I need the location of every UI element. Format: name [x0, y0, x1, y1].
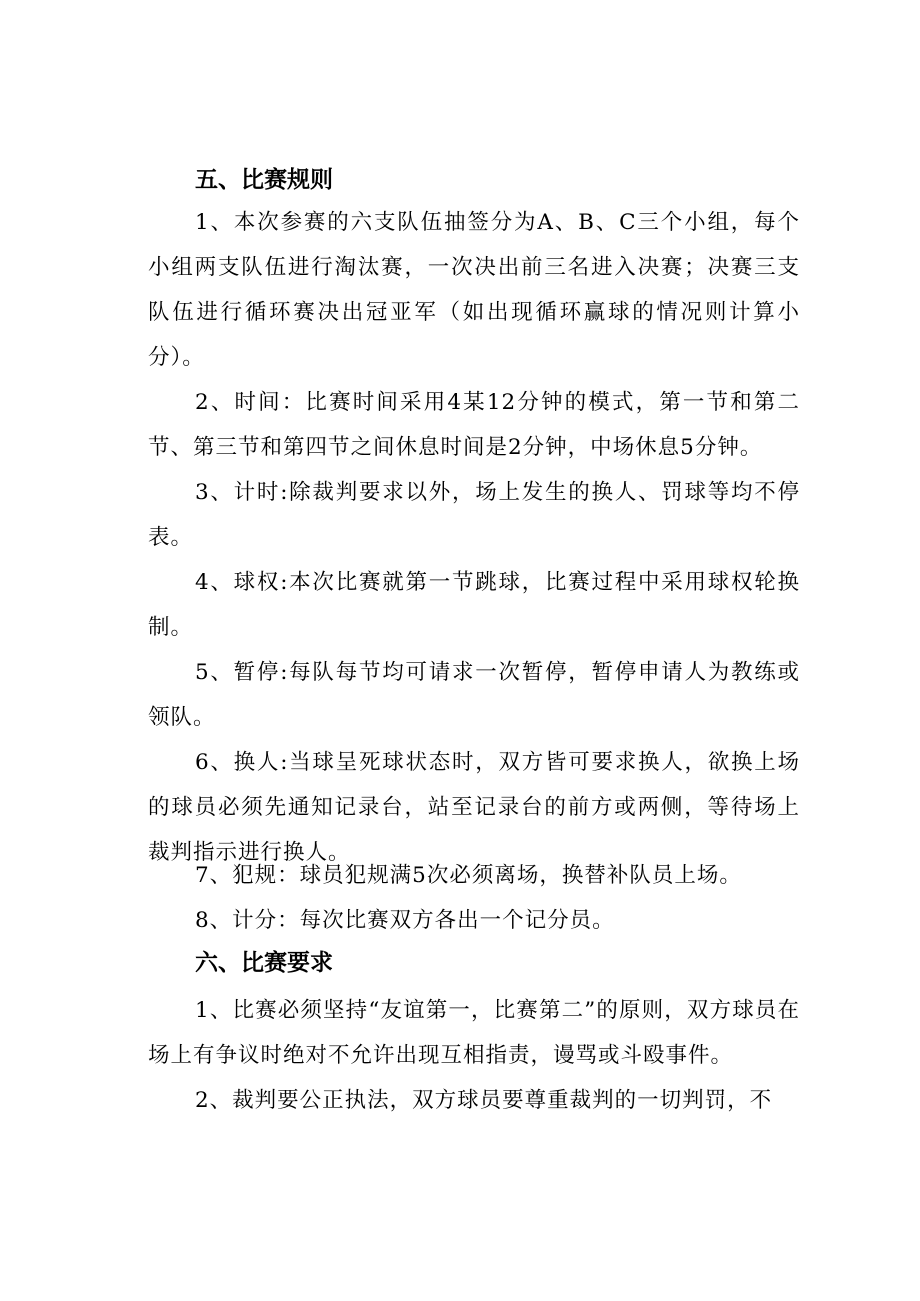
- requirement-paragraph-2: 2、裁判要公正执法，双方球员要尊重裁判的一切判罚，不: [195, 1088, 773, 1113]
- rule-paragraph-6: 6、换人:当球呈死球状态时，双方皆可要求换人，欲换上场的球员必须先通知记录台，站至记录台的前方或两侧，等待场上裁判指示进行换人。: [148, 750, 800, 865]
- rule-paragraph-4: 4、球权:本次比赛就第一节跳球，比赛过程中采用球权轮换制。: [148, 570, 800, 640]
- rule-paragraph-7: 7、犯规：球员犯规满5次必须离场，换替补队员上场。: [195, 863, 742, 888]
- section-heading-rules: 五、比赛规则: [195, 167, 333, 193]
- rule-paragraph-2: 2、时间：比赛时间采用4某12分钟的模式，第一节和第二节、第三节和第四节之间休息时间是2分钟，中场休息5分钟。: [148, 390, 800, 460]
- rule-paragraph-8: 8、计分：每次比赛双方各出一个记分员。: [195, 908, 615, 933]
- rule-paragraph-3: 3、计时:除裁判要求以外，场上发生的换人、罚球等均不停表。: [148, 480, 800, 550]
- rule-paragraph-5: 5、暂停:每队每节均可请求一次暂停，暂停申请人为教练或领队。: [148, 660, 800, 730]
- rule-paragraph-1: 1、本次参赛的六支队伍抽签分为A、B、C三个小组，每个小组两支队伍进行淘汰赛，一次决出前三名进入决赛；决赛三支队伍进行循环赛决出冠亚军（如出现循环赢球的情况则计算小分）。: [148, 210, 800, 370]
- section-heading-requirements: 六、比赛要求: [195, 950, 333, 976]
- requirement-paragraph-1: 1、比赛必须坚持“友谊第一，比赛第二”的原则，双方球员在场上有争议时绝对不允许出现互相指责，谩骂或斗殴事件。: [148, 998, 800, 1068]
